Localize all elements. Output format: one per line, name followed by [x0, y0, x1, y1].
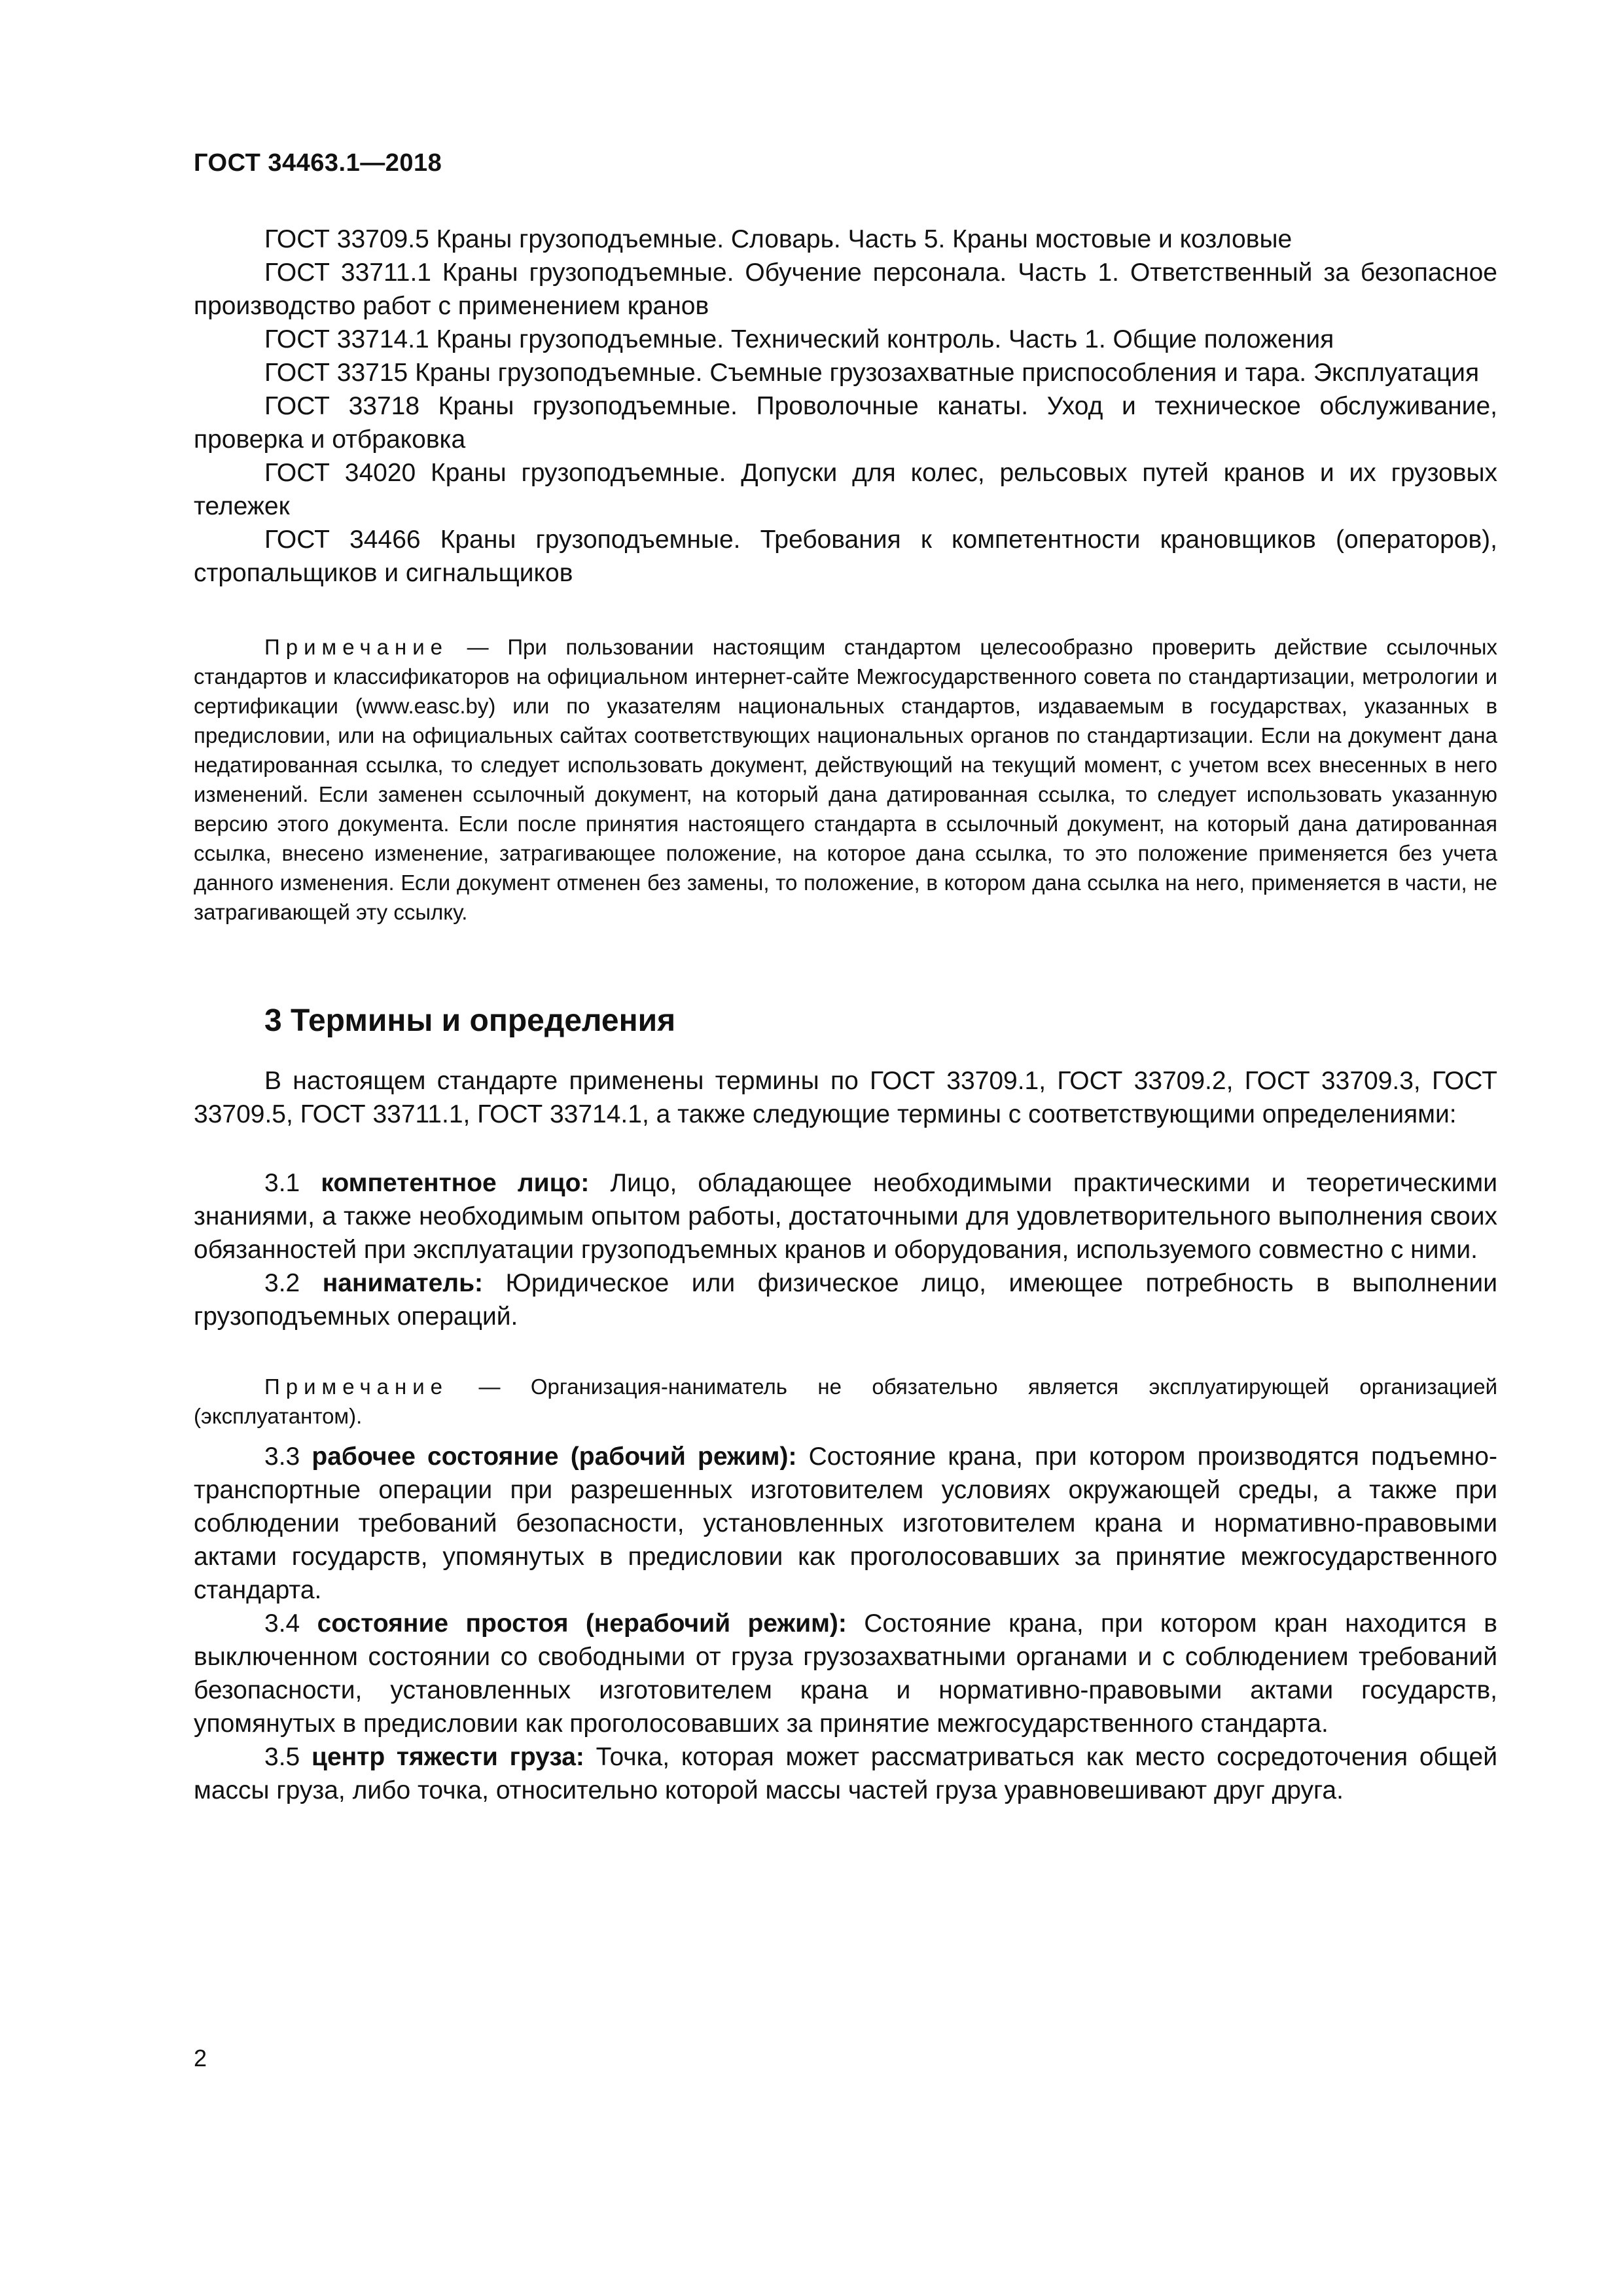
- term-entry: [194, 1166, 1497, 1266]
- term-entry: [194, 1440, 1497, 1607]
- reference-item: ГОСТ 33711.1 Краны грузоподъемные. Обучение персонала. Часть 1. Ответственный за безопасное производство работ с применением кранов: [194, 259, 1497, 320]
- reference-item: ГОСТ 33718 Краны грузоподъемные. Проволочные канаты. Уход и техническое обслуживание, проверка и отбраковка: [194, 392, 1497, 454]
- page-number: 2: [194, 2045, 207, 2072]
- term-number: 3.5: [264, 1743, 312, 1771]
- reference-item: ГОСТ 33709.5 Краны грузоподъемные. Словарь. Часть 5. Краны мостовые и козловые: [264, 225, 1293, 253]
- term-name: рабочее состояние (рабочий режим):: [312, 1443, 797, 1471]
- terms-list: [194, 1440, 1497, 1807]
- term-definition: Состояние крана, при котором производятся подъемно-транспортные операции при разрешенных изготовителем условиях окружающей среды, а также при соблюдении требований безопасности, установленных изготовителем крана и нормативно-правовыми актами государств, упомянутых в предисловии как проголосовавших за принятие межгосударственного стандарта.: [194, 1443, 1497, 1604]
- term-definition: Состояние крана, при котором кран находится в выключенном состоянии со свободными от груза грузозахватными органами и с соблюдением требований безопасности, установленных изготовителем крана и нормативно-правовыми актами государств, упомянутых в предисловии как проголосовавших за принятие межгосударственного стандарта.: [194, 1609, 1497, 1738]
- term-name: наниматель:: [322, 1269, 484, 1297]
- section-title: 3 Термины и определения: [264, 1003, 676, 1038]
- note-text: — При пользовании настоящим стандартом целесообразно проверить действие ссылочных стандартов и классификаторов на официальном интернет-сайте Межгосударственного совета по стандартизации, метрологии и сертификации (www.easc.by) или по указателям национальных стандартов, издаваемым в государствах, указанных в предисловии, или на официальных сайтах соответствующих национальных органов по стандартизации. Если на документ дана недатированная ссылка, то следует использовать документ, действующий на текущий момент, с учетом всех внесенных в него изменений. Если заменен ссылочный документ, на который дана датированная ссылка, то следует использовать указанную версию этого документа. Если после принятия настоящего стандарта в ссылочный документ, на который дана датированная ссылка, внесено изменение, затрагивающее положение, на которое дана ссылка, то это положение применяется без учета данного изменения. Если документ отменен без замены, то положение, в котором дана ссылка на него, применяется в части, не затрагивающей эту ссылку.: [194, 635, 1497, 924]
- reference-item: ГОСТ 33715 Краны грузоподъемные. Съемные грузозахватные приспособления и тара. Эксплуатация: [264, 359, 1480, 387]
- note-label: Примечание: [264, 1374, 449, 1399]
- normative-references-list: [194, 223, 1497, 590]
- term-definition: Точка, которая может рассматриваться как место сосредоточения общей массы груза, либо точка, относительно которой массы частей груза уравновешивают друг друга.: [194, 1743, 1497, 1804]
- terms-list: [194, 1166, 1497, 1333]
- reference-item: ГОСТ 34466 Краны грузоподъемные. Требования к компетентности крановщиков (операторов), стропальщиков и сигнальщиков: [194, 526, 1497, 587]
- note-label: Примечание: [264, 635, 449, 659]
- term-number: 3.1: [264, 1169, 321, 1197]
- term-name: состояние простоя (нерабочий режим):: [317, 1609, 847, 1638]
- references-note: [194, 632, 1497, 927]
- term-entry: [194, 1740, 1497, 1807]
- reference-item: ГОСТ 34020 Краны грузоподъемные. Допуски для колес, рельсовых путей кранов и их грузовых тележек: [194, 459, 1497, 520]
- term-name: компетентное лицо:: [321, 1169, 590, 1197]
- term-number: 3.2: [264, 1269, 323, 1297]
- note-text: — Организация-наниматель не обязательно является эксплуатирующей организацией (эксплуатантом).: [194, 1374, 1497, 1428]
- term-definition: Юридическое или физическое лицо, имеющее потребность в выполнении грузоподъемных операций.: [194, 1269, 1497, 1331]
- term-name: центр тяжести груза:: [312, 1743, 584, 1771]
- term-number: 3.3: [264, 1443, 312, 1471]
- term-entry: [194, 1607, 1497, 1740]
- reference-item: ГОСТ 33714.1 Краны грузоподъемные. Технический контроль. Часть 1. Общие положения: [264, 325, 1334, 353]
- term-number: 3.4: [264, 1609, 317, 1638]
- section-intro: В настоящем стандарте применены термины по ГОСТ 33709.1, ГОСТ 33709.2, ГОСТ 33709.3, ГОСТ 33709.5, ГОСТ 33711.1, ГОСТ 33714.1, а также следующие термины с соответствующими определениями:: [194, 1067, 1497, 1128]
- term-definition: Лицо, обладающее необходимыми практическими и теоретическими знаниями, а также необходимым опытом работы, достаточными для удовлетворительного выполнения своих обязанностей при эксплуатации грузоподъемных кранов и оборудования, используемого совместно с ними.: [194, 1169, 1497, 1264]
- document-code-header: ГОСТ 34463.1—2018: [194, 149, 442, 177]
- employer-note: [194, 1372, 1497, 1431]
- term-entry: [194, 1266, 1497, 1333]
